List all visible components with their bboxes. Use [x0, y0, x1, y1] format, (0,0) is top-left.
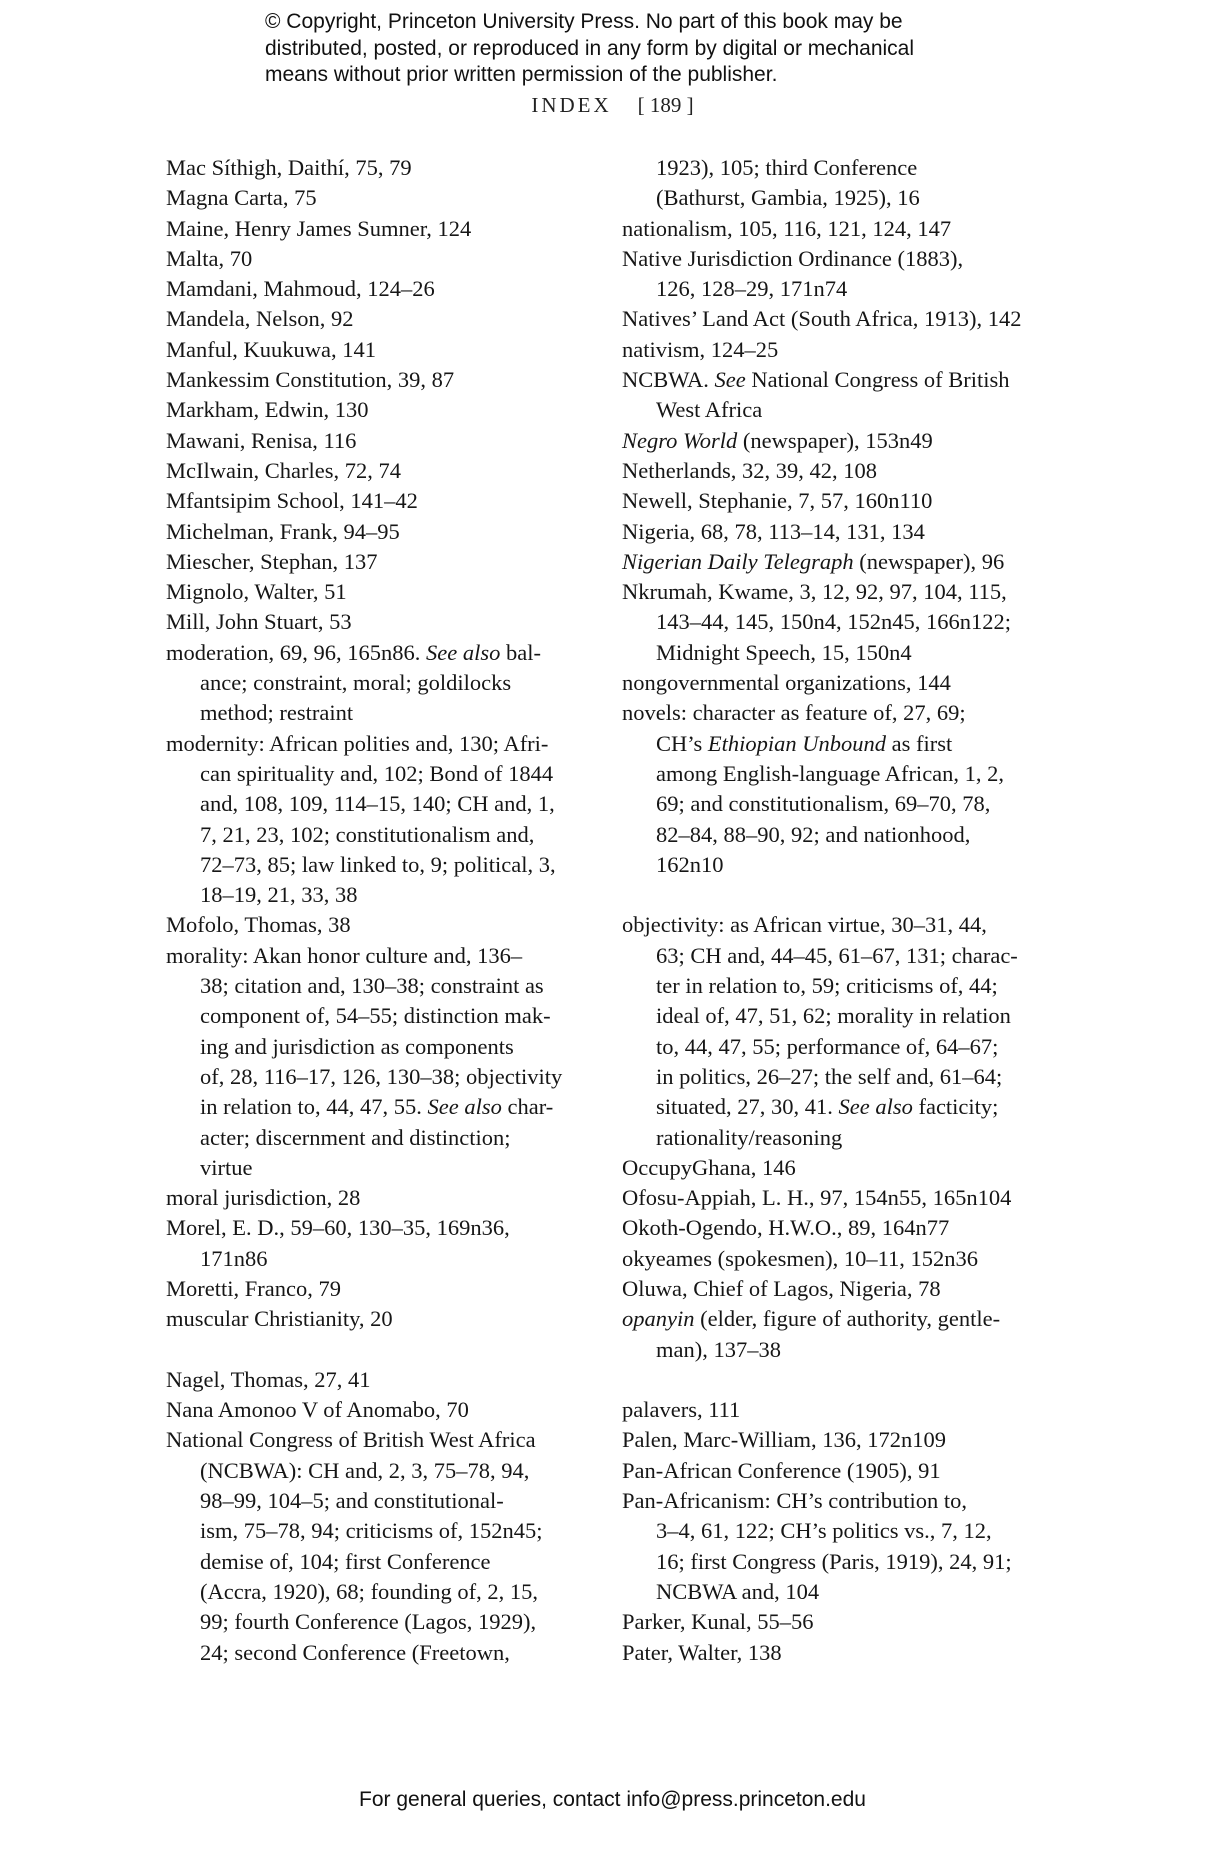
index-entry: Mill, John Stuart, 53 — [166, 609, 352, 635]
index-entry-continuation: CH’s Ethiopian Unbound as first — [656, 730, 953, 756]
index-entry: Malta, 70 — [166, 245, 253, 271]
index-entry-continuation: 7, 21, 23, 102; constitutionalism and, — [200, 821, 535, 847]
index-entry: modernity: African polities and, 130; Afri- — [166, 730, 549, 756]
index-entry: Mamdani, Mahmoud, 124–26 — [166, 276, 435, 302]
index-entry-continuation: 16; first Congress (Paris, 1919), 24, 91; — [656, 1548, 1012, 1574]
index-entry-continuation: 98–99, 104–5; and constitutional- — [200, 1488, 504, 1514]
index-entry: Markham, Edwin, 130 — [166, 397, 369, 423]
index-entry: nongovernmental organizations, 144 — [622, 670, 951, 696]
index-entry-continuation: 99; fourth Conference (Lagos, 1929), — [200, 1609, 537, 1635]
index-entry-continuation: 1923), 105; third Conference — [656, 155, 918, 180]
index-entry-continuation: situated, 27, 30, 41. See also facticity; — [656, 1094, 999, 1120]
copyright-line: © Copyright, Princeton University Press. No part of this book may be — [265, 10, 903, 33]
index-entry-continuation: (NCBWA): CH and, 2, 3, 75–78, 94, — [200, 1457, 530, 1483]
index-entry: Nigerian Daily Telegraph (newspaper), 96 — [622, 548, 1005, 574]
index-entry: Magna Carta, 75 — [166, 185, 317, 211]
index-entry-continuation: component of, 54–55; distinction mak- — [200, 1003, 551, 1029]
page-number: [ 189 ] — [637, 93, 694, 117]
index-entry-continuation: acter; discernment and distinction; — [200, 1124, 511, 1150]
index-entry: moderation, 69, 96, 165n86. See also bal- — [166, 639, 541, 665]
index-entry: Okoth-Ogendo, H.W.O., 89, 164n77 — [622, 1215, 950, 1241]
index-entry: Parker, Kunal, 55–56 — [622, 1609, 814, 1635]
index-entry: palavers, 111 — [622, 1397, 741, 1423]
index-entry: Manful, Kuukuwa, 141 — [166, 336, 376, 362]
index-entry-continuation: (Accra, 1920), 68; founding of, 2, 15, — [200, 1578, 539, 1604]
index-entry-continuation: man), 137–38 — [656, 1336, 781, 1362]
index-entry: OccupyGhana, 146 — [622, 1154, 796, 1180]
copyright-notice — [265, 9, 1025, 89]
index-spacer — [622, 1365, 1062, 1395]
index-entry: Pater, Walter, 138 — [622, 1639, 782, 1665]
index-entry-continuation: of, 28, 116–17, 126, 130–38; objectivity — [200, 1063, 563, 1089]
index-entry: moral jurisdiction, 28 — [166, 1185, 361, 1211]
copyright-line: distributed, posted, or reproduced in any form by digital or mechanical — [265, 36, 915, 60]
index-entry-continuation: among English-language African, 1, 2, — [656, 760, 1005, 786]
index-entry: Mandela, Nelson, 92 — [166, 306, 354, 332]
index-entry-continuation: 63; CH and, 44–45, 61–67, 131; charac- — [656, 942, 1018, 968]
index-entry: okyeames (spokesmen), 10–11, 152n36 — [622, 1245, 978, 1271]
running-head-section: INDEX — [531, 93, 612, 117]
index-entry-continuation: 3–4, 61, 122; CH’s politics vs., 7, 12, — [656, 1518, 992, 1544]
index-entry: Mac Síthigh, Daithí, 75, 79 — [166, 155, 412, 180]
index-entry-continuation: in relation to, 44, 47, 55. See also char- — [200, 1094, 554, 1120]
index-entry: Nana Amonoo V of Anomabo, 70 — [166, 1397, 469, 1423]
index-entry: Netherlands, 32, 39, 42, 108 — [622, 457, 877, 483]
index-entry: objectivity: as African virtue, 30–31, 44, — [622, 912, 987, 938]
index-entry: Negro World (newspaper), 153n49 — [622, 427, 933, 453]
index-entry: Moretti, Franco, 79 — [166, 1275, 341, 1301]
index-entry: morality: Akan honor culture and, 136– — [166, 942, 523, 968]
index-entry-continuation: in politics, 26–27; the self and, 61–64; — [656, 1063, 1003, 1089]
index-entry-continuation: 18–19, 21, 33, 38 — [200, 882, 358, 908]
index-entry: NCBWA. See National Congress of British — [622, 367, 1010, 393]
index-entry: Ofosu-Appiah, L. H., 97, 154n55, 165n104 — [622, 1185, 1012, 1211]
index-entry-continuation: NCBWA and, 104 — [656, 1578, 820, 1604]
index-entry-continuation: ing and jurisdiction as components — [200, 1033, 514, 1059]
index-entry-continuation: 126, 128–29, 171n74 — [656, 276, 848, 302]
index-entry-continuation: 171n86 — [200, 1245, 268, 1271]
index-entry: nativism, 124–25 — [622, 336, 779, 362]
index-entry-continuation: virtue — [200, 1154, 253, 1180]
index-entry: Michelman, Frank, 94–95 — [166, 518, 400, 544]
running-head — [0, 93, 1225, 118]
index-entry-continuation: West Africa — [656, 397, 763, 423]
index-entry: Nigeria, 68, 78, 113–14, 131, 134 — [622, 518, 925, 544]
index-entry: Oluwa, Chief of Lagos, Nigeria, 78 — [622, 1275, 941, 1301]
index-entry-continuation: and, 108, 109, 114–15, 140; CH and, 1, — [200, 791, 555, 817]
index-entry: Morel, E. D., 59–60, 130–35, 169n36, — [166, 1215, 510, 1241]
index-entry-continuation: to, 44, 47, 55; performance of, 64–67; — [656, 1033, 999, 1059]
index-entry-continuation: 162n10 — [656, 851, 724, 877]
index-entry: Pan-African Conference (1905), 91 — [622, 1457, 941, 1483]
index-entry: opanyin (elder, figure of authority, gentle- — [622, 1306, 1001, 1332]
index-entry: McIlwain, Charles, 72, 74 — [166, 457, 401, 483]
index-entry: National Congress of British West Africa — [166, 1427, 536, 1453]
index-entry: Mfantsipim School, 141–42 — [166, 488, 418, 514]
index-entry-continuation: rationality/reasoning — [656, 1124, 843, 1150]
index-entry-continuation: 69; and constitutionalism, 69–70, 78, — [656, 791, 991, 817]
index-spacer — [166, 1335, 596, 1365]
index-entry: Nkrumah, Kwame, 3, 12, 92, 97, 104, 115, — [622, 579, 1007, 605]
index-spacer — [622, 880, 1062, 910]
index-entry-continuation: can spirituality and, 102; Bond of 1844 — [200, 760, 554, 786]
index-entry-continuation: 38; citation and, 130–38; constraint as — [200, 973, 544, 999]
index-entry: muscular Christianity, 20 — [166, 1306, 393, 1332]
index-column-right — [622, 153, 1062, 1668]
index-entry: Palen, Marc-William, 136, 172n109 — [622, 1427, 947, 1453]
index-entry: Natives’ Land Act (South Africa, 1913), 142 — [622, 306, 1022, 332]
index-entry: Mofolo, Thomas, 38 — [166, 912, 351, 938]
index-entry: novels: character as feature of, 27, 69; — [622, 700, 966, 726]
index-entry-continuation: ism, 75–78, 94; criticisms of, 152n45; — [200, 1518, 543, 1544]
index-entry-continuation: 82–84, 88–90, 92; and nationhood, — [656, 821, 971, 847]
footer-contact: For general queries, contact info@press.princeton.edu — [359, 1788, 866, 1811]
index-entry: nationalism, 105, 116, 121, 124, 147 — [622, 215, 952, 241]
index-entry: Mankessim Constitution, 39, 87 — [166, 367, 455, 393]
index-entry-continuation: demise of, 104; first Conference — [200, 1548, 491, 1574]
index-entry-continuation: ter in relation to, 59; criticisms of, 44; — [656, 973, 998, 999]
index-entry: Pan-Africanism: CH’s contribution to, — [622, 1488, 967, 1514]
index-entry: Newell, Stephanie, 7, 57, 160n110 — [622, 488, 933, 514]
index-entry: Mawani, Renisa, 116 — [166, 427, 357, 453]
index-entry-continuation: ideal of, 47, 51, 62; morality in relation — [656, 1003, 1011, 1029]
index-entry: Native Jurisdiction Ordinance (1883), — [622, 245, 964, 271]
index-entry-continuation: method; restraint — [200, 700, 354, 726]
index-entry-continuation: 143–44, 145, 150n4, 152n45, 166n122; — [656, 609, 1012, 635]
index-entry: Mignolo, Walter, 51 — [166, 579, 347, 605]
copyright-line: means without prior written permission of the publisher. — [265, 63, 778, 86]
index-entry: Maine, Henry James Sumner, 124 — [166, 215, 472, 241]
index-entry-continuation: ance; constraint, moral; goldilocks — [200, 670, 512, 696]
index-entry-continuation: (Bathurst, Gambia, 1925), 16 — [656, 185, 920, 211]
index-column-left — [166, 153, 596, 1668]
index-entry-continuation: Midnight Speech, 15, 150n4 — [656, 639, 912, 665]
index-entry-continuation: 24; second Conference (Freetown, — [200, 1639, 510, 1665]
index-entry-continuation: 72–73, 85; law linked to, 9; political, 3, — [200, 851, 556, 877]
index-entry: Nagel, Thomas, 27, 41 — [166, 1366, 371, 1392]
index-entry: Miescher, Stephan, 137 — [166, 548, 378, 574]
